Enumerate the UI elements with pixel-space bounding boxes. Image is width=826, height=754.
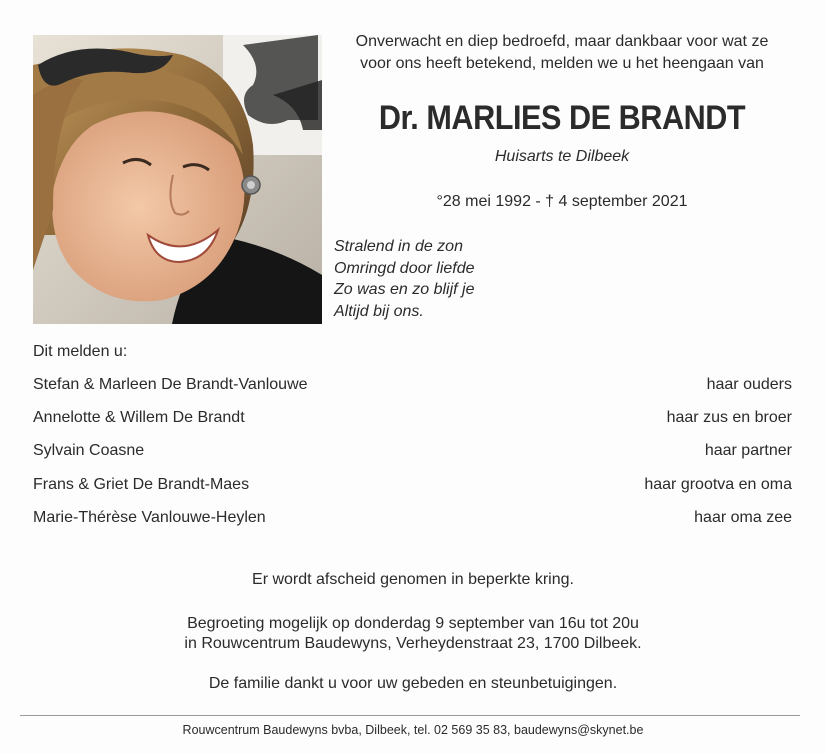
family-row bbox=[33, 475, 792, 508]
family-heading: Dit melden u: bbox=[33, 343, 128, 360]
poem-line: Stralend in de zon bbox=[334, 238, 463, 255]
farewell-text: Er wordt afscheid genomen in beperkte kring. bbox=[252, 571, 574, 588]
family-member-relation: haar grootva en oma bbox=[644, 475, 792, 493]
visit-line-1: Begroeting mogelijk op donderdag 9 september van 16u tot 20u bbox=[187, 615, 639, 632]
poem-line: Altijd bij ons. bbox=[334, 302, 424, 320]
family-member-name: Sylvain Coasne bbox=[33, 442, 145, 460]
closing-text bbox=[0, 570, 826, 694]
family-row bbox=[33, 441, 792, 474]
thanks-text: De familie dankt u voor uw gebeden en steunbetuigingen. bbox=[208, 675, 618, 692]
family-member-name: Marie-Thérèse Vanlouwe-Heylen bbox=[33, 508, 266, 526]
intro-line-1: Onverwacht en diep bedroefd, maar dankbaar voor wat ze bbox=[355, 33, 769, 50]
divider bbox=[20, 715, 800, 716]
footer-contact: Rouwcentrum Baudewyns bvba, Dilbeek, tel. 02 569 35 83, baudewyns@skynet.be bbox=[182, 723, 644, 737]
deceased-title: Huisarts te Dilbeek bbox=[494, 148, 630, 165]
intro-text bbox=[332, 31, 792, 75]
visit-line-2: in Rouwcentrum Baudewyns, Verheydenstraat 23, 1700 Dilbeek. bbox=[184, 635, 642, 652]
family-row bbox=[33, 408, 792, 441]
family-row bbox=[33, 375, 792, 408]
family-member-name: Stefan & Marleen De Brandt-Vanlouwe bbox=[33, 376, 308, 393]
deceased-name: Dr. MARLIES DE BRANDT bbox=[378, 99, 746, 137]
family-member-relation: haar ouders bbox=[706, 376, 792, 393]
poem bbox=[334, 236, 475, 322]
family-row bbox=[33, 508, 792, 541]
life-dates: °28 mei 1992 - † 4 september 2021 bbox=[436, 193, 688, 210]
poem-line: Zo was en zo blijf je bbox=[334, 281, 475, 298]
family-member-name: Frans & Griet De Brandt-Maes bbox=[33, 475, 250, 493]
poem-line: Omringd door liefde bbox=[334, 259, 475, 277]
intro-line-2: voor ons heeft betekend, melden we u het heengaan van bbox=[360, 55, 764, 72]
portrait-photo bbox=[33, 35, 322, 324]
family-member-name: Annelotte & Willem De Brandt bbox=[33, 409, 245, 427]
family-list bbox=[33, 375, 792, 541]
family-member-relation: haar oma zee bbox=[694, 508, 792, 526]
family-member-relation: haar zus en broer bbox=[666, 409, 792, 427]
family-member-relation: haar partner bbox=[704, 442, 792, 460]
